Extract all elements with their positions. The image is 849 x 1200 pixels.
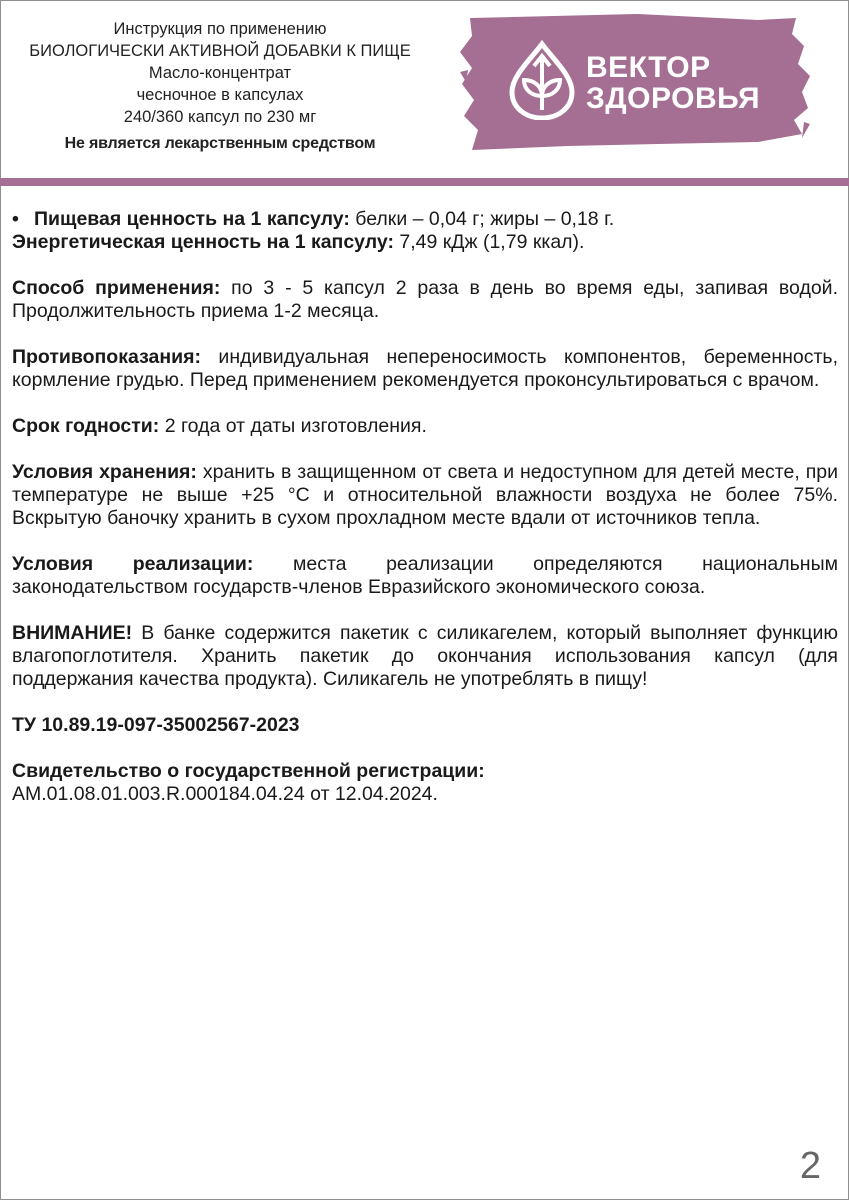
instruction-body (12, 208, 838, 829)
header-line-package-size: 240/360 капсул по 230 мг (123, 108, 317, 126)
contraindications-text: индивидуальная непереносимость компонентов, беременность, кормление грудью. Перед применением рекомендуется проконсультироваться с врачом. (12, 346, 838, 391)
section-tu (12, 714, 838, 737)
warning-text: В банке содержится пакетик с силикагелем, который выполняет функцию влагопоглотителя. Хранить пакетик до окончания использования капсул (для поддержания качества продукта). Силикагель не употреблять в пищу! (12, 622, 838, 690)
section-registration (12, 760, 838, 806)
sale-text: места реализации определяются национальным законодательством государств-членов Евразийского экономического союза. (12, 553, 838, 598)
header-line-product-type: БИОЛОГИЧЕСКИ АКТИВНОЙ ДОБАВКИ К ПИЩЕ (29, 42, 411, 60)
storage-label: Условия хранения: (12, 461, 197, 483)
leaf-drop-icon (502, 40, 582, 120)
sale-label: Условия реализации: (12, 553, 254, 575)
shelf-life-text: 2 года от даты изготовления. (159, 415, 427, 437)
usage-text: по 3 - 5 капсул 2 раза в день во время еды, запивая водой. Продолжительность приема 1-2 месяца. (12, 277, 838, 322)
nutrition-label: Пищевая ценность на 1 капсулу: (34, 208, 350, 230)
bullet-icon: • (12, 208, 19, 230)
section-shelf-life (12, 415, 838, 438)
header-line-instruction: Инструкция по применению (113, 20, 327, 38)
header-line-product-name: Масло-концентрат (148, 64, 292, 82)
shelf-life-label: Срок годности: (12, 415, 160, 437)
energy-label: Энергетическая ценность на 1 капсулу: (12, 231, 394, 253)
section-sale (12, 553, 838, 599)
header-line-product-form: чесночное в капсулах (136, 86, 304, 104)
usage-label: Способ применения: (12, 277, 221, 299)
header-disclaimer: Не является лекарственным средством (64, 135, 376, 152)
brand-name (586, 52, 760, 114)
header-divider (0, 178, 849, 186)
section-usage (12, 277, 838, 323)
tu-label: ТУ 10.89.19-097-35002567-2023 (12, 714, 300, 736)
section-nutrition (12, 208, 838, 231)
contraindications-label: Противопоказания: (12, 346, 201, 368)
warning-label: ВНИМАНИЕ! (12, 622, 133, 644)
registration-label: Свидетельство о государственной регистрации: (12, 760, 485, 782)
energy-text: 7,49 кДж (1,79 ккал). (393, 231, 585, 253)
section-storage (12, 461, 838, 530)
storage-text: хранить в защищенном от света и недоступном для детей месте, при температуре не выше +25 °С и относительной влажности воздуха не более 75%. Вскрытую баночку хранить в сухом прохладном месте вдали от источников тепла. (12, 461, 839, 529)
section-warning (12, 622, 838, 691)
brand-name-line2: ЗДОРОВЬЯ (586, 82, 761, 115)
document-header (0, 18, 440, 155)
brand-name-line1: ВЕКТОР (586, 51, 711, 84)
page-number: 2 (799, 1145, 821, 1187)
nutrition-text: белки – 0,04 г; жиры – 0,18 г. (349, 208, 615, 230)
section-contraindications (12, 346, 838, 392)
brand-logo (458, 12, 810, 152)
section-energy (12, 231, 838, 254)
registration-text: АМ.01.08.01.003.R.000184.04.24 от 12.04.2024. (12, 783, 438, 805)
